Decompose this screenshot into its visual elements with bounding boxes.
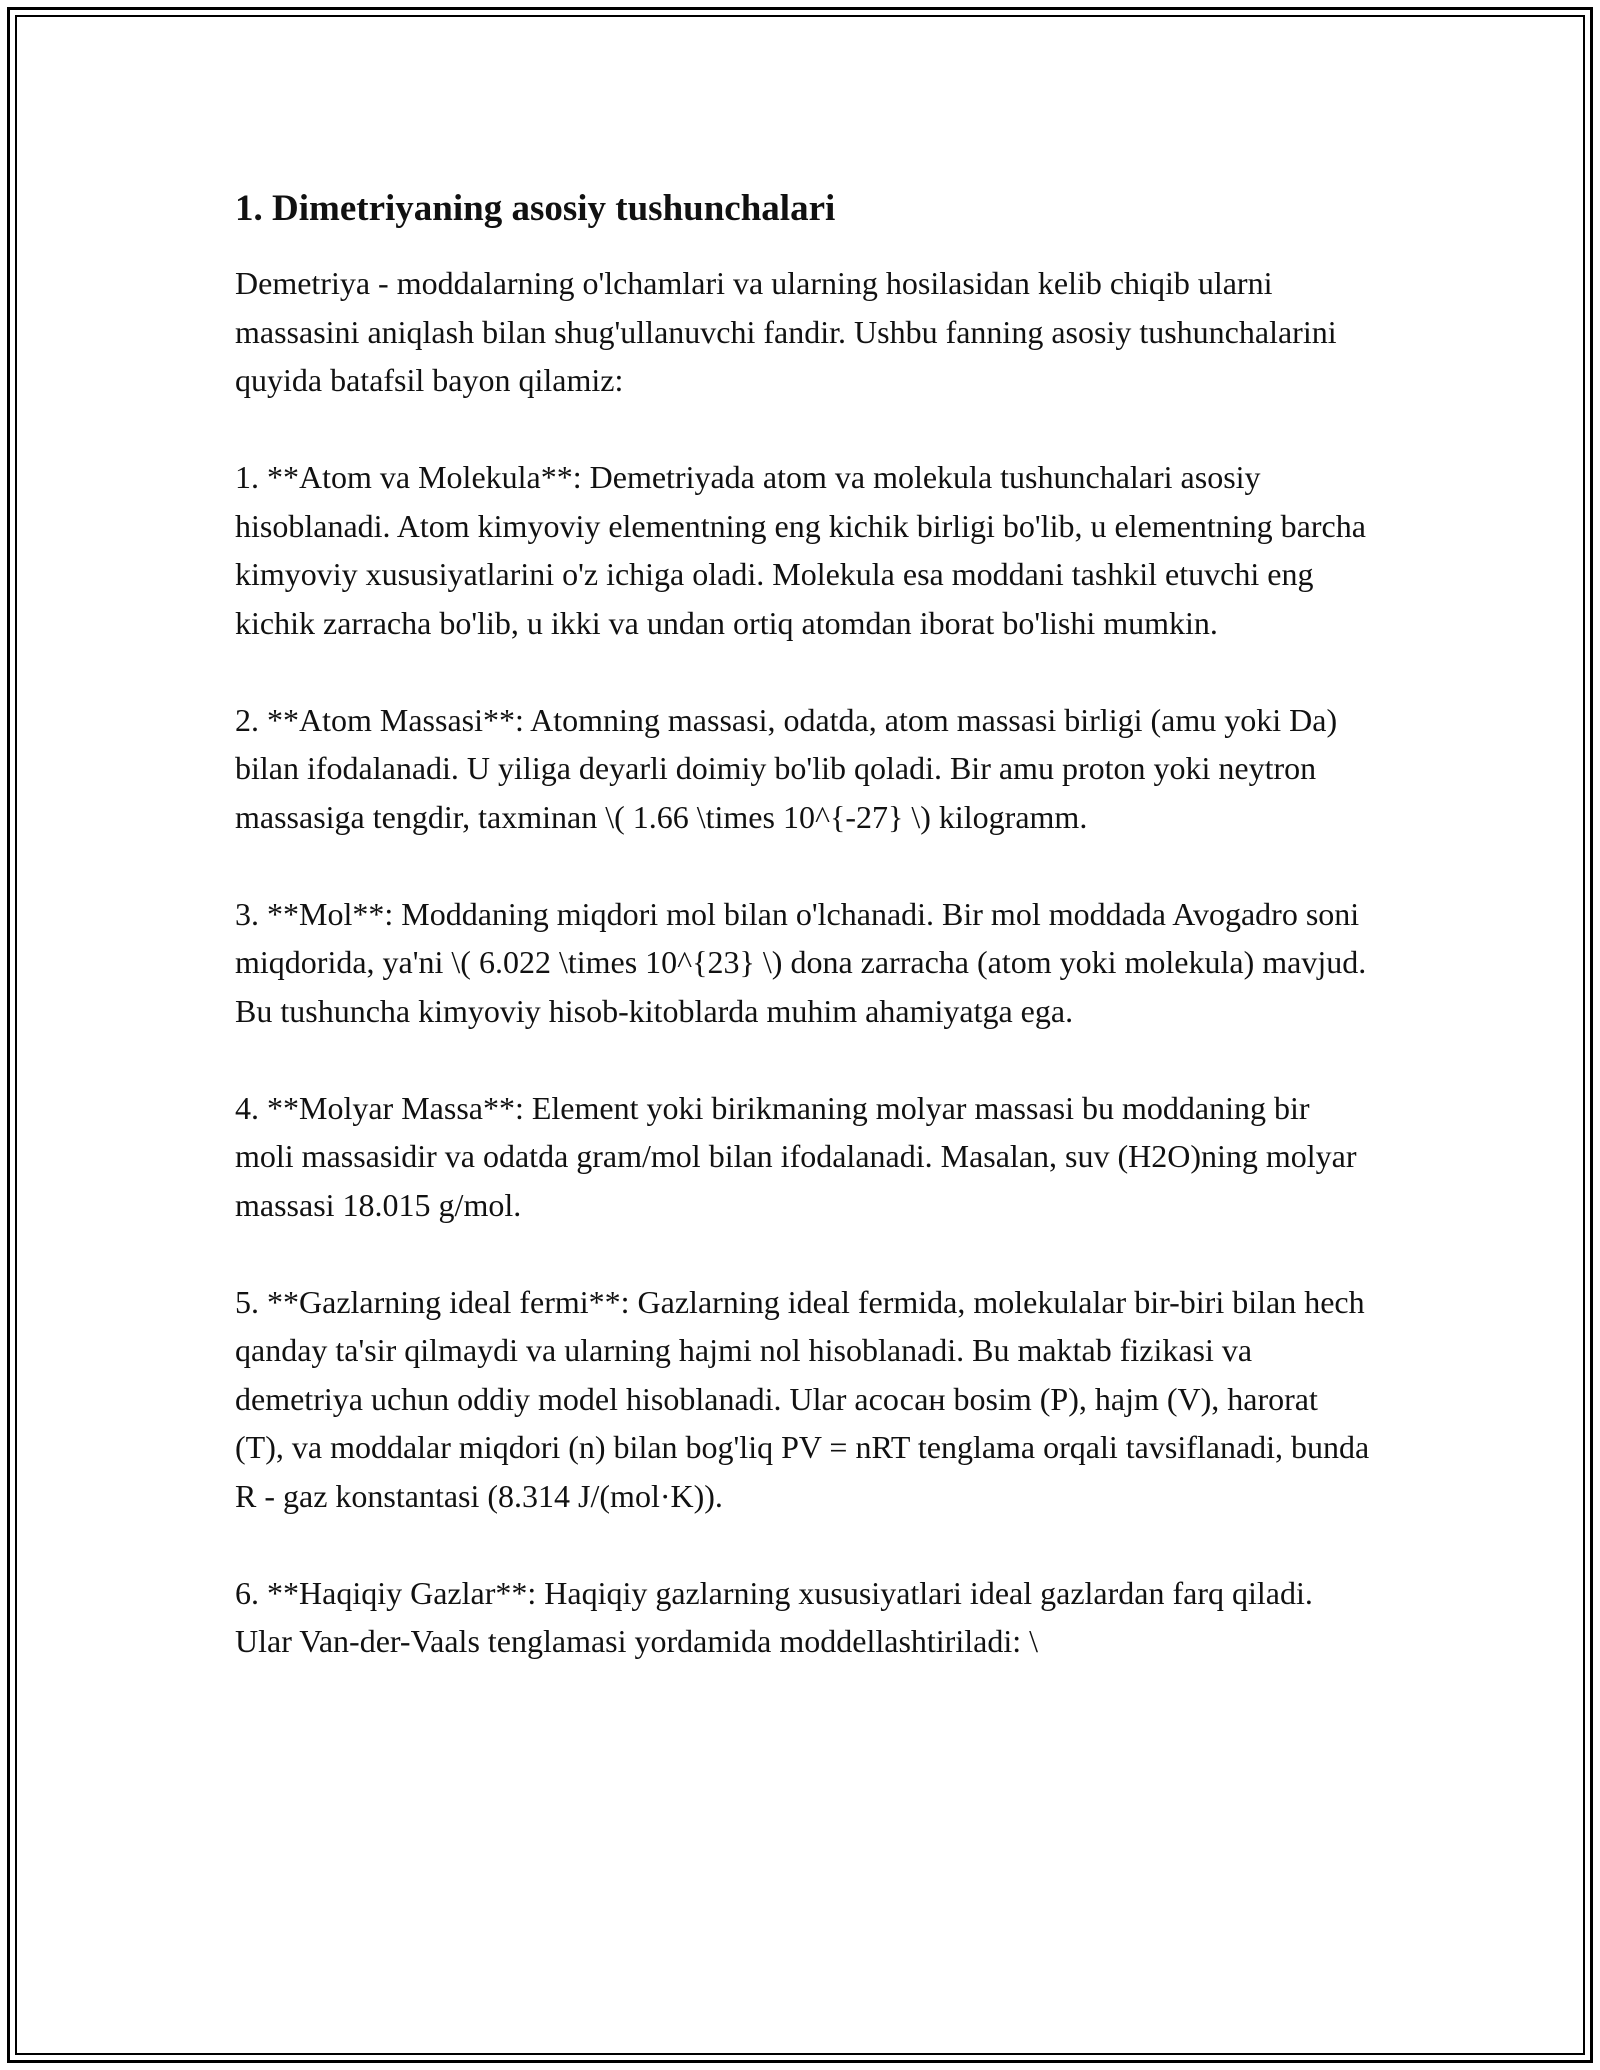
paragraph-atom-mass: 2. **Atom Massasi**: Atomning massasi, odatda, atom massasi birligi (amu yoki Da) bilan ifodalanadi. U yiliga deyarli doimiy bo'lib qoladi. Bir amu proton yoki neytron massasiga tengdir, taxminan \( 1.66 \times 10^{-27} \) kilogramm. <box>235 701 1338 835</box>
paragraph-mol: 3. **Mol**: Moddaning miqdori mol bilan o'lchanadi. Bir mol moddada Avogadro soni miqdorida, ya'ni \( 6.022 \times 10^{23} \) dona zarracha (atom yoki molekula) mavjud. Bu tushuncha kimyoviy hisob-kitoblarda muhim ahamiyatga ega. <box>235 895 1367 1029</box>
paragraph-atom-molecule: 1. **Atom va Molekula**: Demetriyada atom va molekula tushunchalari asosiy hisoblanadi. Atom kimyoviy elementning eng kichik birligi bo'lib, u elementning barcha kimyoviy xususiyatlarini o'z ichiga oladi. Molekula esa moddani tashkil etuvchi eng kichik zarracha bo'lib, u ikki va undan ortiq atomdan iborat bo'lishi mumkin. <box>235 459 1366 641</box>
paragraph-real-gases: 6. **Haqiqiy Gazlar**: Haqiqiy gazlarning xususiyatlari ideal gazlardan farq qiladi. Ular Van-der-Vaals tenglamasi yordamida moddellashtiriladi: \ <box>235 1574 1313 1659</box>
document-title: 1. Dimetriyaning asosiy tushunchalari <box>235 188 836 229</box>
paragraph-ideal-gas: 5. **Gazlarning ideal fermi**: Gazlarning ideal fermida, molekulalar bir-biri bilan hech qanday ta'sir qilmaydi va ularning hajmi nol hisoblanadi. Bu maktab fizikasi va demetriya uchun oddiy model hisoblanadi. Ular асосан bosim (P), hajm (V), harorat (T), va moddalar miqdori (n) bilan bog'liq PV = nRT tenglama orqali tavsiflanadi, bunda R - gaz konstantasi (8.314 J/(mol·K)). <box>235 1283 1370 1514</box>
document-body <box>235 185 1370 1714</box>
paragraph-molar-mass: 4. **Molyar Massa**: Element yoki birikmaning molyar massasi bu moddaning bir moli massasidir va odatda gram/mol bilan ifodalanadi. Masalan, suv (H2O)ning molyar massasi 18.015 g/mol. <box>235 1089 1357 1223</box>
intro-paragraph: Demetriya - moddalarning o'lchamlari va ularning hosilasidan kelib chiqib ularni massasini aniqlash bilan shug'ullanuvchi fandir. Ushbu fanning asosiy tushunchalarini quyida batafsil bayon qilamiz: <box>235 265 1337 398</box>
